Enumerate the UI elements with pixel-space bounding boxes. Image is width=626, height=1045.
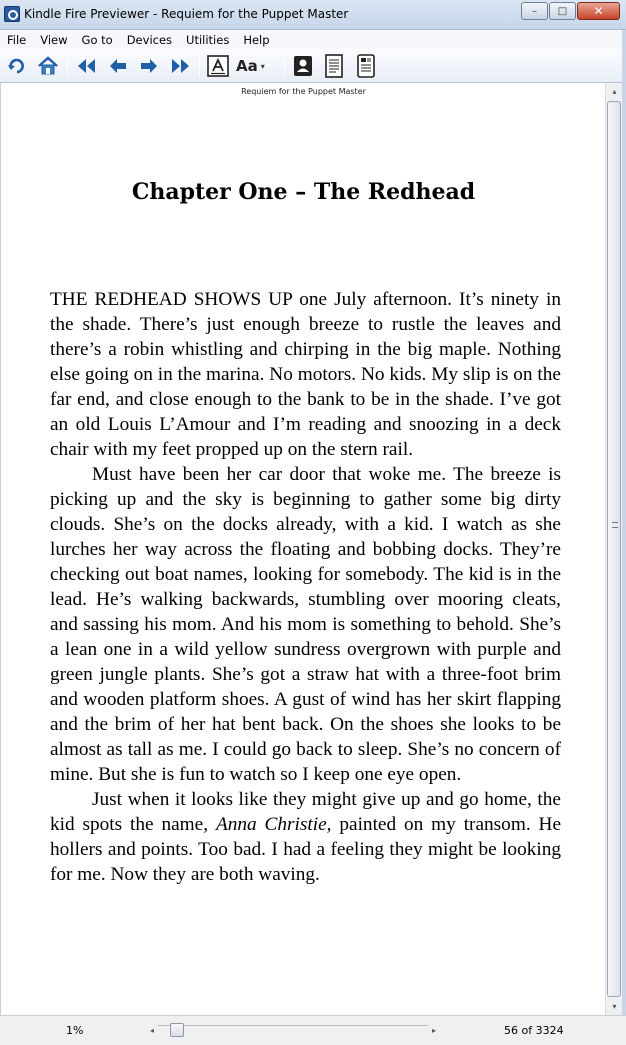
title-bar (0, 0, 626, 30)
minimize-button[interactable] (521, 2, 548, 20)
maximize-button[interactable] (549, 2, 576, 20)
toolbar-separator (199, 55, 200, 77)
paragraph-text: Just when it looks like they might give up and go home, the kid spots the name, (50, 789, 561, 835)
paragraph: THE REDHEAD SHOWS UP one July afternoon. It’s ninety in the shade. There’s just enough breeze to rustle the leaves and there’s a robin whistling and chirping in the big maple. Nothing else going on in the marina. No motors. No kids. My slip is on the far end, and close enough to the bank to be in the shade. I’ve got an old Louis L’Amour and I’m reading and snoozing in a deck chair with my feet propped up on the stern rail. (50, 289, 561, 460)
font-size-button[interactable] (236, 54, 278, 78)
close-icon: ✕ (593, 4, 604, 18)
page-location: 56 of 3324 (504, 1024, 564, 1037)
scroll-down-icon[interactable]: ▾ (612, 1002, 617, 1011)
next-page-icon (139, 57, 159, 75)
progress-percent: 1% (66, 1024, 84, 1037)
device-icon (356, 54, 376, 78)
kindle-previewer-icon[interactable] (4, 6, 20, 22)
previous-page-icon (108, 57, 128, 75)
paragraph-text: painted on my transom. He hollers and points. Too bad. I had a feeling they might be looking for me. Now they are both waving. (50, 814, 561, 885)
scroll-left-icon[interactable]: ◂ (149, 1025, 154, 1035)
menu-utilities[interactable]: Utilities (186, 32, 230, 47)
window-title: Kindle Fire Previewer - Requiem for the Puppet Master (24, 7, 349, 21)
scroll-thumb[interactable] (607, 101, 621, 997)
menu-devices[interactable]: Devices (126, 32, 173, 47)
body-text (50, 287, 561, 887)
scroll-up-icon[interactable]: ▴ (612, 87, 617, 96)
running-head: Requiem for the Puppet Master (241, 87, 366, 96)
status-bar (0, 1015, 626, 1045)
font-size-label: Aa (236, 57, 258, 75)
menu-bar (0, 30, 626, 49)
slider-thumb[interactable] (170, 1023, 184, 1037)
toolbar-separator (67, 55, 68, 77)
book-view-button[interactable] (322, 54, 346, 78)
window-controls (520, 2, 620, 20)
last-page-icon (169, 57, 191, 75)
vertical-scrollbar[interactable] (605, 83, 622, 1015)
last-page-button[interactable] (168, 54, 192, 78)
next-page-button[interactable] (137, 54, 161, 78)
close-button[interactable] (577, 2, 620, 20)
book-view-icon (324, 54, 344, 78)
grip-icon (612, 522, 618, 528)
chapter-title: Chapter One – The Redhead (131, 179, 476, 205)
previous-page-button[interactable] (106, 54, 130, 78)
toolbar (0, 49, 626, 83)
device-button[interactable] (354, 54, 378, 78)
rotate-icon (7, 56, 27, 76)
text-view-button[interactable] (206, 54, 230, 78)
rotate-button[interactable] (5, 54, 29, 78)
minimize-icon: – (532, 5, 537, 17)
text-view-icon (207, 55, 229, 77)
first-page-icon (76, 57, 98, 75)
menu-help[interactable]: Help (243, 32, 270, 47)
document-view (0, 83, 605, 1015)
scroll-right-icon[interactable]: ▸ (431, 1025, 436, 1035)
home-button[interactable] (35, 54, 61, 78)
contact-icon (293, 55, 313, 77)
paragraph (50, 787, 561, 887)
chevron-down-icon: ▾ (260, 61, 265, 71)
contact-button[interactable] (291, 54, 315, 78)
home-icon (37, 56, 59, 76)
window-border (622, 30, 626, 1045)
paragraph: Must have been her car door that woke me. The breeze is picking up and the sky is beginning to gather some big dirty clouds. She’s on the docks already, with a kid. I watch as she lurches her way across the floating and bobbing docks. They’re checking out boat names, looking for somebody. The kid is in the lead. He’s walking backwards, stumbling over mooring cleats, and sassing his mom. And his mom is something to behold. She’s a lean one in a wild yellow sundress overgrown with purple and green jungle plants. She’s got a straw hat with a three-foot brim and wooden platform shoes. A gust of wind has her skirt flapping and the brim of her hat bent back. On the shoes she looks to be almost as tall as me. I could go back to sleep. She’s no concern of mine. But she is fun to watch so I keep one eye open. (50, 464, 561, 785)
slider-track[interactable] (158, 1025, 428, 1035)
first-page-button[interactable] (75, 54, 99, 78)
maximize-icon: □ (557, 5, 568, 17)
menu-file[interactable]: File (7, 32, 27, 47)
progress-slider[interactable] (146, 1022, 440, 1038)
menu-go-to[interactable]: Go to (81, 32, 113, 47)
boat-name: Anna Christie, (215, 814, 332, 835)
menu-view[interactable]: View (40, 32, 68, 47)
toolbar-separator (284, 55, 285, 77)
